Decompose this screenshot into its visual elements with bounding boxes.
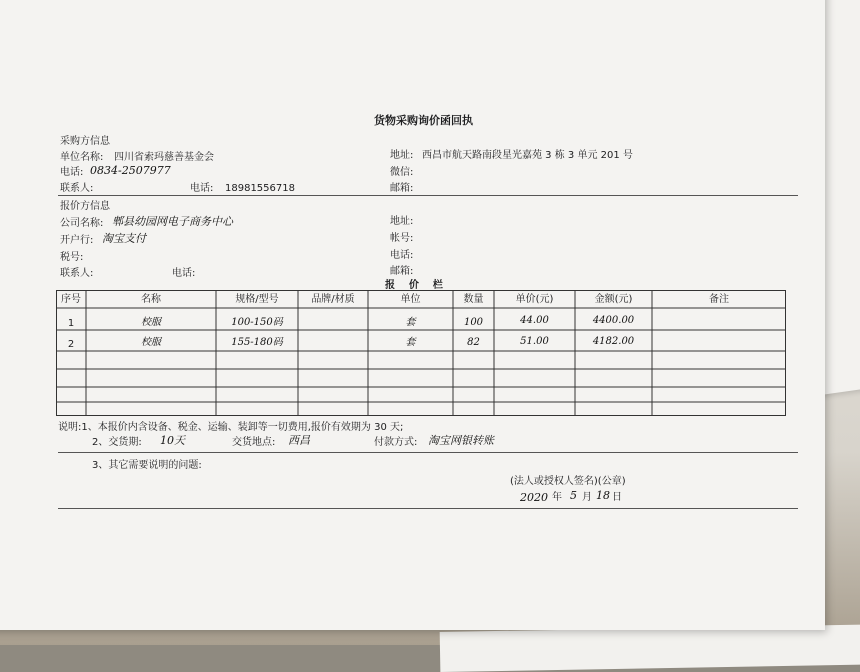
quoter-contact-label: 联系人: [60,268,94,279]
col-header-remarks: 备注 [709,294,729,305]
signature-date-day: 18 [596,489,610,502]
quoter-company-label: 公司名称: [60,218,104,229]
col-header-quantity: 数量 [463,294,484,305]
quoter-section-heading: 报价方信息 [60,201,110,212]
buyer-phone-value: 0834-2507977 [90,164,171,177]
notes-divider [58,452,798,453]
quoter-bank-value: 淘宝支付 [102,232,146,245]
signature-label: (法人或授权人签名)(公章) [510,476,626,487]
signature-date-month: 5 [570,489,577,502]
note-payment-value: 淘宝网银转账 [428,434,494,447]
table-row-1-amount: 4400.00 [592,315,635,326]
table-row-1-name: 校服 [141,317,161,328]
col-header-amount: 金额(元) [594,294,633,305]
signature-month-label: 月 [582,492,592,503]
document-title: 货物采购询价函回执 [374,114,473,127]
buyer-contact-phone-value: 18981556718 [225,183,295,194]
note-line-1: 说明:1、本报价内含设备、税金、运输、装卸等一切费用,报价有效期为 30 天; [58,422,404,433]
col-header-spec: 规格/型号 [235,294,279,305]
note-delivery-place-value: 西昌 [288,434,310,447]
buyer-address-label: 地址: [390,150,414,161]
note-delivery-period-label: 2、交货期: [92,437,142,448]
table-row-1-unit-price: 44.00 [520,315,549,326]
quoter-bank-label: 开户行: [60,235,94,246]
buyer-email-label: 邮箱: [390,183,414,194]
col-header-unit-price: 单价(元) [515,294,554,305]
buyer-unit-value: 四川省索玛慈善基金会 [114,152,214,163]
col-header-brand: 品牌/材质 [311,294,355,305]
table-row-1-index: 1 [67,318,75,329]
quoter-phone2-label: 电话: [390,250,414,261]
note-delivery-period-value: 10天 [160,434,185,447]
buyer-address-value: 西昌市航天路南段星光嘉苑 3 栋 3 单元 201 号 [422,150,633,161]
buyer-section-heading: 采购方信息 [60,136,110,147]
section-divider [58,195,798,196]
buyer-contact-label: 联系人: [60,183,94,194]
col-header-index: 序号 [61,294,81,305]
bottom-divider [58,508,798,509]
table-row-1-spec: 100-150码 [231,317,283,328]
table-row-2-unit: 套 [405,337,416,348]
table-row-1-quantity: 100 [463,317,484,328]
quoter-phone-label: 电话: [172,268,196,279]
col-header-name: 名称 [141,294,161,305]
quoter-company-value: 郫县幼园网电子商务中心 [112,215,233,228]
col-header-unit: 单位 [400,294,421,305]
buyer-unit-label: 单位名称: [60,152,104,163]
quoter-email-label: 邮箱: [390,266,414,277]
quote-section-heading: 报 价 栏 [385,280,443,291]
note-line-3: 3、其它需要说明的问题: [92,460,202,471]
quoter-address-label: 地址: [390,216,414,227]
table-row-2-amount: 4182.00 [592,336,635,347]
quote-table [56,290,786,416]
quoter-tax-label: 税号: [60,252,84,263]
table-row-2-spec: 155-180码 [231,337,283,348]
table-row-2-quantity: 82 [467,337,480,348]
buyer-wechat-label: 微信: [390,167,414,178]
signature-date-year: 2020 [520,491,548,504]
buyer-contact-phone-label: 电话: [190,183,214,194]
table-grid-lines [56,290,786,416]
signature-year-label: 年 [552,492,562,503]
signature-day-label: 日 [612,492,622,503]
buyer-phone-label: 电话: [60,167,84,178]
table-row-2-name: 校服 [141,337,161,348]
note-payment-label: 付款方式: [374,437,418,448]
note-delivery-place-label: 交货地点: [232,437,276,448]
quoter-account-label: 帐号: [390,233,414,244]
table-row-1-unit: 套 [405,317,416,328]
table-row-2-unit-price: 51.00 [520,336,549,347]
table-row-2-index: 2 [67,339,75,350]
